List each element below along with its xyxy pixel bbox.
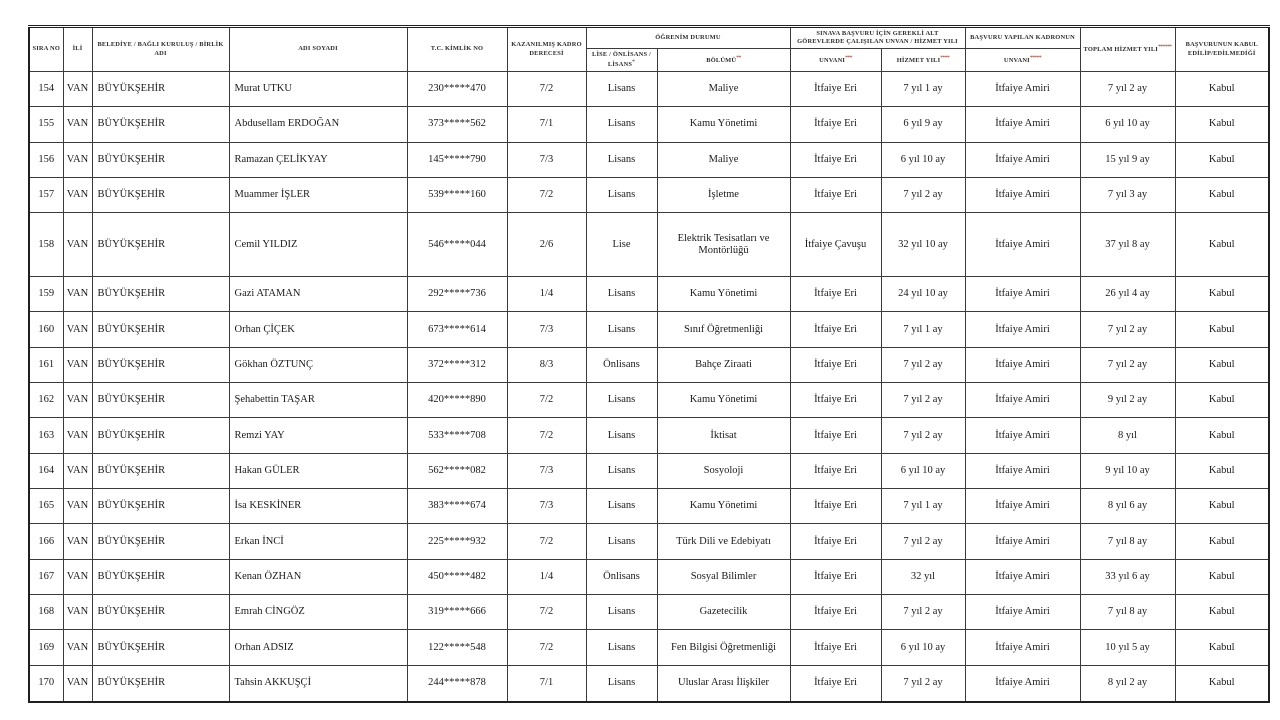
education-level-cell: Lisans: [586, 418, 657, 453]
table-row: [29, 524, 1269, 559]
footnote-mark: ******: [1158, 44, 1172, 51]
prior-service-cell: 7 yıl 2 ay: [881, 347, 965, 382]
table-row: [29, 312, 1269, 347]
education-level-cell: Lisans: [586, 277, 657, 312]
name-cell: Kenan ÖZHAN: [229, 559, 407, 594]
province-cell: VAN: [63, 559, 92, 594]
prior-service-cell: 7 yıl 1 ay: [881, 489, 965, 524]
department-cell: Sosyoloji: [657, 453, 790, 488]
sira-cell: 163: [29, 418, 63, 453]
result-cell: Kabul: [1175, 489, 1269, 524]
total-service-cell: 7 yıl 8 ay: [1080, 524, 1175, 559]
table-row: [29, 213, 1269, 277]
grade-cell: 1/4: [507, 277, 586, 312]
department-cell: Uluslar Arası İlişkiler: [657, 665, 790, 702]
result-cell: Kabul: [1175, 418, 1269, 453]
municipality-cell: BÜYÜKŞEHİR: [92, 595, 229, 630]
name-cell: Cemil YILDIZ: [229, 213, 407, 277]
header-bolumu: BÖLÜMÜ**: [657, 49, 790, 72]
total-service-cell: 26 yıl 4 ay: [1080, 277, 1175, 312]
national-id-cell: 373*****562: [407, 107, 507, 142]
sira-cell: 168: [29, 595, 63, 630]
prior-title-cell: İtfaiye Eri: [790, 277, 881, 312]
department-cell: Kamu Yönetimi: [657, 383, 790, 418]
applied-title-cell: İtfaiye Amiri: [965, 630, 1080, 665]
department-cell: İktisat: [657, 418, 790, 453]
total-service-cell: 8 yıl 6 ay: [1080, 489, 1175, 524]
result-cell: Kabul: [1175, 595, 1269, 630]
table-row: [29, 277, 1269, 312]
prior-title-cell: İtfaiye Eri: [790, 418, 881, 453]
applied-title-cell: İtfaiye Amiri: [965, 453, 1080, 488]
department-cell: İşletme: [657, 178, 790, 213]
education-level-cell: Lisans: [586, 595, 657, 630]
national-id-cell: 450*****482: [407, 559, 507, 594]
province-cell: VAN: [63, 595, 92, 630]
header-alt-unvani: UNVANI***: [790, 49, 881, 72]
applied-title-cell: İtfaiye Amiri: [965, 142, 1080, 177]
prior-title-cell: İtfaiye Eri: [790, 524, 881, 559]
name-cell: Erkan İNCİ: [229, 524, 407, 559]
sira-cell: 159: [29, 277, 63, 312]
grade-cell: 7/1: [507, 107, 586, 142]
applied-title-cell: İtfaiye Amiri: [965, 559, 1080, 594]
prior-service-cell: 6 yıl 9 ay: [881, 107, 965, 142]
table-row: [29, 595, 1269, 630]
province-cell: VAN: [63, 383, 92, 418]
municipality-cell: BÜYÜKŞEHİR: [92, 312, 229, 347]
total-service-cell: 15 yıl 9 ay: [1080, 142, 1175, 177]
name-cell: Hakan GÜLER: [229, 453, 407, 488]
prior-service-cell: 7 yıl 2 ay: [881, 418, 965, 453]
applied-title-cell: İtfaiye Amiri: [965, 277, 1080, 312]
prior-service-cell: 7 yıl 2 ay: [881, 595, 965, 630]
national-id-cell: 533*****708: [407, 418, 507, 453]
municipality-cell: BÜYÜKŞEHİR: [92, 347, 229, 382]
table-row: [29, 107, 1269, 142]
national-id-cell: 122*****548: [407, 630, 507, 665]
prior-title-cell: İtfaiye Eri: [790, 107, 881, 142]
department-cell: Kamu Yönetimi: [657, 489, 790, 524]
total-service-cell: 7 yıl 2 ay: [1080, 72, 1175, 107]
province-cell: VAN: [63, 107, 92, 142]
prior-title-cell: İtfaiye Eri: [790, 347, 881, 382]
header-kabul: BAŞVURUNUN KABUL EDİLİP/EDİLMEDİĞİ: [1175, 27, 1269, 72]
footnote-mark: ***: [845, 54, 852, 61]
prior-title-cell: İtfaiye Eri: [790, 595, 881, 630]
personnel-table: [28, 25, 1270, 703]
national-id-cell: 230*****470: [407, 72, 507, 107]
province-cell: VAN: [63, 418, 92, 453]
grade-cell: 7/2: [507, 595, 586, 630]
prior-title-cell: İtfaiye Çavuşu: [790, 213, 881, 277]
total-service-cell: 33 yıl 6 ay: [1080, 559, 1175, 594]
name-cell: Gökhan ÖZTUNÇ: [229, 347, 407, 382]
education-level-cell: Lisans: [586, 383, 657, 418]
province-cell: VAN: [63, 277, 92, 312]
municipality-cell: BÜYÜKŞEHİR: [92, 453, 229, 488]
national-id-cell: 292*****736: [407, 277, 507, 312]
municipality-cell: BÜYÜKŞEHİR: [92, 213, 229, 277]
name-cell: Abdusellam ERDOĞAN: [229, 107, 407, 142]
result-cell: Kabul: [1175, 277, 1269, 312]
header-belediye: BELEDİYE / BAĞLI KURULUŞ / BİRLİK ADI: [92, 27, 229, 72]
grade-cell: 7/2: [507, 524, 586, 559]
sira-cell: 162: [29, 383, 63, 418]
header-adi-soyadi: ADI SOYADI: [229, 27, 407, 72]
prior-title-cell: İtfaiye Eri: [790, 142, 881, 177]
sira-cell: 161: [29, 347, 63, 382]
prior-service-cell: 7 yıl 2 ay: [881, 178, 965, 213]
sira-cell: 166: [29, 524, 63, 559]
result-cell: Kabul: [1175, 453, 1269, 488]
grade-cell: 7/1: [507, 665, 586, 702]
table-row: [29, 453, 1269, 488]
education-level-cell: Önlisans: [586, 559, 657, 594]
education-level-cell: Lisans: [586, 178, 657, 213]
result-cell: Kabul: [1175, 312, 1269, 347]
name-cell: Ramazan ÇELİKYAY: [229, 142, 407, 177]
department-cell: Türk Dili ve Edebiyatı: [657, 524, 790, 559]
prior-title-cell: İtfaiye Eri: [790, 559, 881, 594]
applied-title-cell: İtfaiye Amiri: [965, 383, 1080, 418]
applied-title-cell: İtfaiye Amiri: [965, 665, 1080, 702]
footnote-mark: *****: [1029, 54, 1042, 61]
national-id-cell: 562*****082: [407, 453, 507, 488]
prior-service-cell: 7 yıl 1 ay: [881, 312, 965, 347]
result-cell: Kabul: [1175, 142, 1269, 177]
result-cell: Kabul: [1175, 559, 1269, 594]
footnote-mark: **: [736, 54, 741, 61]
prior-title-cell: İtfaiye Eri: [790, 312, 881, 347]
department-cell: Sosyal Bilimler: [657, 559, 790, 594]
name-cell: İsa KESKİNER: [229, 489, 407, 524]
education-level-cell: Lisans: [586, 142, 657, 177]
municipality-cell: BÜYÜKŞEHİR: [92, 72, 229, 107]
municipality-cell: BÜYÜKŞEHİR: [92, 489, 229, 524]
header-basvuru-unvani: UNVANI*****: [965, 49, 1080, 72]
prior-title-cell: İtfaiye Eri: [790, 453, 881, 488]
education-level-cell: Lisans: [586, 107, 657, 142]
education-level-cell: Lisans: [586, 72, 657, 107]
municipality-cell: BÜYÜKŞEHİR: [92, 630, 229, 665]
total-service-cell: 6 yıl 10 ay: [1080, 107, 1175, 142]
header-ili: İLİ: [63, 27, 92, 72]
education-level-cell: Lisans: [586, 665, 657, 702]
prior-service-cell: 6 yıl 10 ay: [881, 630, 965, 665]
education-level-cell: Lisans: [586, 312, 657, 347]
province-cell: VAN: [63, 178, 92, 213]
prior-title-cell: İtfaiye Eri: [790, 178, 881, 213]
result-cell: Kabul: [1175, 213, 1269, 277]
table-row: [29, 347, 1269, 382]
department-cell: Maliye: [657, 72, 790, 107]
sira-cell: 154: [29, 72, 63, 107]
national-id-cell: 420*****890: [407, 383, 507, 418]
name-cell: Emrah CİNGÖZ: [229, 595, 407, 630]
header-sinava-basvuru: SINAVA BAŞVURU İÇİN GEREKLİ ALT GÖREVLERDE ÇALIŞILAN UNVAN / HİZMET YILI: [790, 27, 965, 49]
grade-cell: 7/2: [507, 418, 586, 453]
footnote-mark: ****: [940, 54, 950, 61]
name-cell: Şehabettin TAŞAR: [229, 383, 407, 418]
national-id-cell: 383*****674: [407, 489, 507, 524]
prior-service-cell: 6 yıl 10 ay: [881, 453, 965, 488]
name-cell: Gazi ATAMAN: [229, 277, 407, 312]
grade-cell: 7/3: [507, 142, 586, 177]
grade-cell: 7/3: [507, 312, 586, 347]
total-service-cell: 7 yıl 3 ay: [1080, 178, 1175, 213]
prior-title-cell: İtfaiye Eri: [790, 383, 881, 418]
name-cell: Orhan ADSIZ: [229, 630, 407, 665]
applied-title-cell: İtfaiye Amiri: [965, 312, 1080, 347]
header-toplam-hizmet: TOPLAM HİZMET YILI******: [1080, 27, 1175, 72]
result-cell: Kabul: [1175, 178, 1269, 213]
department-cell: Sınıf Öğretmenliği: [657, 312, 790, 347]
municipality-cell: BÜYÜKŞEHİR: [92, 559, 229, 594]
municipality-cell: BÜYÜKŞEHİR: [92, 178, 229, 213]
grade-cell: 7/2: [507, 383, 586, 418]
total-service-cell: 9 yıl 2 ay: [1080, 383, 1175, 418]
table-row: [29, 418, 1269, 453]
grade-cell: 2/6: [507, 213, 586, 277]
national-id-cell: 539*****160: [407, 178, 507, 213]
province-cell: VAN: [63, 142, 92, 177]
footnote-mark: *: [632, 58, 636, 65]
total-service-cell: 7 yıl 2 ay: [1080, 347, 1175, 382]
national-id-cell: 546*****044: [407, 213, 507, 277]
table-row: [29, 559, 1269, 594]
result-cell: Kabul: [1175, 72, 1269, 107]
province-cell: VAN: [63, 524, 92, 559]
municipality-cell: BÜYÜKŞEHİR: [92, 524, 229, 559]
sira-cell: 160: [29, 312, 63, 347]
grade-cell: 7/2: [507, 178, 586, 213]
province-cell: VAN: [63, 630, 92, 665]
name-cell: Orhan ÇİÇEK: [229, 312, 407, 347]
header-basvuru-kadronun: BAŞVURU YAPILAN KADRONUN: [965, 27, 1080, 49]
prior-service-cell: 32 yıl: [881, 559, 965, 594]
grade-cell: 7/3: [507, 489, 586, 524]
sira-cell: 156: [29, 142, 63, 177]
header-sira-no: SIRA NO: [29, 27, 63, 72]
table-body: [29, 72, 1269, 703]
municipality-cell: BÜYÜKŞEHİR: [92, 665, 229, 702]
department-cell: Fen Bilgisi Öğretmenliği: [657, 630, 790, 665]
header-hizmet-yili: HİZMET YILI****: [881, 49, 965, 72]
table-row: [29, 665, 1269, 702]
prior-service-cell: 32 yıl 10 ay: [881, 213, 965, 277]
total-service-cell: 9 yıl 10 ay: [1080, 453, 1175, 488]
total-service-cell: 8 yıl 2 ay: [1080, 665, 1175, 702]
table-row: [29, 72, 1269, 107]
applied-title-cell: İtfaiye Amiri: [965, 213, 1080, 277]
grade-cell: 7/2: [507, 630, 586, 665]
total-service-cell: 8 yıl: [1080, 418, 1175, 453]
national-id-cell: 673*****614: [407, 312, 507, 347]
header-lise-onlisans-lisans: LİSE / ÖNLİSANS / LİSANS*: [586, 49, 657, 72]
name-cell: Murat UTKU: [229, 72, 407, 107]
grade-cell: 8/3: [507, 347, 586, 382]
sira-cell: 165: [29, 489, 63, 524]
table-row: [29, 383, 1269, 418]
prior-service-cell: 6 yıl 10 ay: [881, 142, 965, 177]
total-service-cell: 10 yıl 5 ay: [1080, 630, 1175, 665]
table-row: [29, 489, 1269, 524]
sira-cell: 164: [29, 453, 63, 488]
applied-title-cell: İtfaiye Amiri: [965, 107, 1080, 142]
prior-title-cell: İtfaiye Eri: [790, 72, 881, 107]
national-id-cell: 145*****790: [407, 142, 507, 177]
name-cell: Muammer İŞLER: [229, 178, 407, 213]
municipality-cell: BÜYÜKŞEHİR: [92, 142, 229, 177]
header-kadro-derecesi: KAZANILMIŞ KADRO DERECESİ: [507, 27, 586, 72]
prior-title-cell: İtfaiye Eri: [790, 630, 881, 665]
province-cell: VAN: [63, 489, 92, 524]
applied-title-cell: İtfaiye Amiri: [965, 72, 1080, 107]
grade-cell: 7/3: [507, 453, 586, 488]
department-cell: Maliye: [657, 142, 790, 177]
table-row: [29, 630, 1269, 665]
header-ogrenim-durumu: ÖĞRENİM DURUMU: [586, 27, 790, 49]
education-level-cell: Lise: [586, 213, 657, 277]
grade-cell: 7/2: [507, 72, 586, 107]
education-level-cell: Lisans: [586, 630, 657, 665]
sira-cell: 157: [29, 178, 63, 213]
header-tc-kimlik: T.C. KİMLİK NO: [407, 27, 507, 72]
prior-service-cell: 24 yıl 10 ay: [881, 277, 965, 312]
municipality-cell: BÜYÜKŞEHİR: [92, 418, 229, 453]
department-cell: Kamu Yönetimi: [657, 277, 790, 312]
national-id-cell: 225*****932: [407, 524, 507, 559]
province-cell: VAN: [63, 72, 92, 107]
result-cell: Kabul: [1175, 383, 1269, 418]
sira-cell: 169: [29, 630, 63, 665]
education-level-cell: Önlisans: [586, 347, 657, 382]
prior-service-cell: 7 yıl 2 ay: [881, 665, 965, 702]
prior-title-cell: İtfaiye Eri: [790, 489, 881, 524]
sira-cell: 170: [29, 665, 63, 702]
grade-cell: 1/4: [507, 559, 586, 594]
result-cell: Kabul: [1175, 347, 1269, 382]
applied-title-cell: İtfaiye Amiri: [965, 524, 1080, 559]
province-cell: VAN: [63, 213, 92, 277]
total-service-cell: 37 yıl 8 ay: [1080, 213, 1175, 277]
result-cell: Kabul: [1175, 630, 1269, 665]
education-level-cell: Lisans: [586, 453, 657, 488]
sira-cell: 167: [29, 559, 63, 594]
name-cell: Tahsin AKKUŞÇİ: [229, 665, 407, 702]
national-id-cell: 319*****666: [407, 595, 507, 630]
education-level-cell: Lisans: [586, 489, 657, 524]
result-cell: Kabul: [1175, 665, 1269, 702]
municipality-cell: BÜYÜKŞEHİR: [92, 107, 229, 142]
education-level-cell: Lisans: [586, 524, 657, 559]
applied-title-cell: İtfaiye Amiri: [965, 595, 1080, 630]
municipality-cell: BÜYÜKŞEHİR: [92, 383, 229, 418]
prior-service-cell: 7 yıl 2 ay: [881, 383, 965, 418]
prior-service-cell: 7 yıl 1 ay: [881, 72, 965, 107]
department-cell: Bahçe Ziraati: [657, 347, 790, 382]
department-cell: Elektrik Tesisatları ve Montörlüğü: [657, 213, 790, 277]
table-header: [29, 27, 1269, 72]
table-row: [29, 142, 1269, 177]
department-cell: Kamu Yönetimi: [657, 107, 790, 142]
applied-title-cell: İtfaiye Amiri: [965, 418, 1080, 453]
department-cell: Gazetecilik: [657, 595, 790, 630]
prior-service-cell: 7 yıl 2 ay: [881, 524, 965, 559]
prior-title-cell: İtfaiye Eri: [790, 665, 881, 702]
applied-title-cell: İtfaiye Amiri: [965, 489, 1080, 524]
province-cell: VAN: [63, 453, 92, 488]
province-cell: VAN: [63, 312, 92, 347]
total-service-cell: 7 yıl 2 ay: [1080, 312, 1175, 347]
table-row: [29, 178, 1269, 213]
applied-title-cell: İtfaiye Amiri: [965, 347, 1080, 382]
sira-cell: 155: [29, 107, 63, 142]
province-cell: VAN: [63, 347, 92, 382]
national-id-cell: 372*****312: [407, 347, 507, 382]
total-service-cell: 7 yıl 8 ay: [1080, 595, 1175, 630]
sira-cell: 158: [29, 213, 63, 277]
result-cell: Kabul: [1175, 107, 1269, 142]
province-cell: VAN: [63, 665, 92, 702]
name-cell: Remzi YAY: [229, 418, 407, 453]
applied-title-cell: İtfaiye Amiri: [965, 178, 1080, 213]
national-id-cell: 244*****878: [407, 665, 507, 702]
result-cell: Kabul: [1175, 524, 1269, 559]
municipality-cell: BÜYÜKŞEHİR: [92, 277, 229, 312]
